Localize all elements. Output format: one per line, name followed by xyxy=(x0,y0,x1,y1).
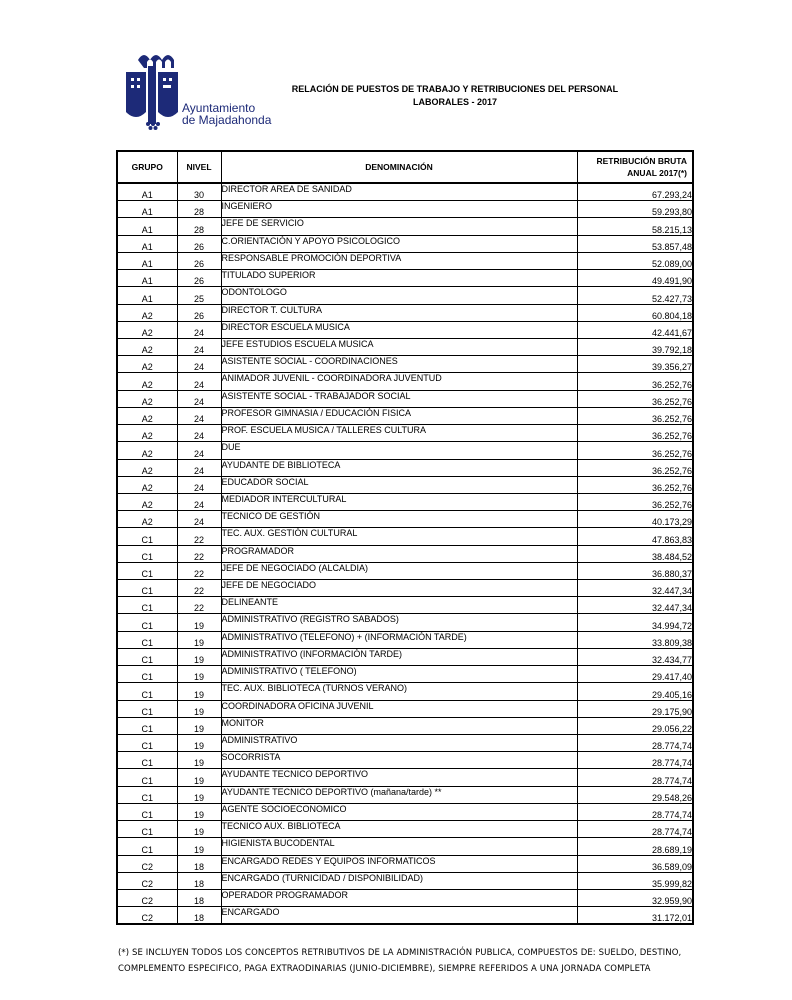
cell-nivel: 19 xyxy=(177,769,221,786)
cell-grupo: A2 xyxy=(117,425,177,442)
table-row xyxy=(117,356,693,373)
cell-denominacion: PROFESOR GIMNASIA / EDUCACIÓN FISICA xyxy=(221,407,577,424)
cell-nivel: 28 xyxy=(177,218,221,235)
cell-retribucion: 36.252,76 xyxy=(577,390,693,407)
document-title xyxy=(260,83,650,109)
cell-retribucion: 28.689,19 xyxy=(577,838,693,855)
cell-denominacion: INGENIERO xyxy=(221,201,577,218)
cell-nivel: 19 xyxy=(177,700,221,717)
table-row xyxy=(117,786,693,803)
cell-nivel: 18 xyxy=(177,889,221,906)
table-row xyxy=(117,597,693,614)
cell-nivel: 19 xyxy=(177,735,221,752)
cell-nivel: 22 xyxy=(177,562,221,579)
cell-grupo: C1 xyxy=(117,821,177,838)
cell-grupo: C1 xyxy=(117,683,177,700)
cell-grupo: C1 xyxy=(117,838,177,855)
cell-grupo: C1 xyxy=(117,614,177,631)
cell-denominacion: DUE xyxy=(221,442,577,459)
table-row xyxy=(117,872,693,889)
logo-line-1: Ayuntamiento xyxy=(182,101,256,115)
table-row xyxy=(117,838,693,855)
cell-denominacion: ASISTENTE SOCIAL - COORDINACIONES xyxy=(221,356,577,373)
cell-retribucion: 60.804,18 xyxy=(577,304,693,321)
cell-retribucion: 32.434,77 xyxy=(577,648,693,665)
cell-grupo: A2 xyxy=(117,459,177,476)
table-row xyxy=(117,752,693,769)
table-row xyxy=(117,459,693,476)
cell-retribucion: 40.173,29 xyxy=(577,511,693,528)
cell-grupo: A2 xyxy=(117,493,177,510)
cell-denominacion: ENCARGADO (TURNICIDAD / DISPONIBILIDAD) xyxy=(221,872,577,889)
cell-nivel: 22 xyxy=(177,528,221,545)
table-row xyxy=(117,218,693,235)
cell-denominacion: ADMINISTRATIVO ( TELEFONO) xyxy=(221,666,577,683)
table-row xyxy=(117,201,693,218)
cell-retribucion: 35.999,82 xyxy=(577,872,693,889)
cell-denominacion: AGENTE SOCIOECONOMICO xyxy=(221,803,577,820)
logo-wordmark xyxy=(182,102,271,126)
cell-denominacion: ADMINISTRATIVO xyxy=(221,735,577,752)
cell-retribucion: 58.215,13 xyxy=(577,218,693,235)
cell-nivel: 22 xyxy=(177,597,221,614)
cell-denominacion: ANIMADOR JUVENIL - COORDINADORA JUVENTUD xyxy=(221,373,577,390)
cell-grupo: C1 xyxy=(117,700,177,717)
cell-retribucion: 29.056,22 xyxy=(577,717,693,734)
cell-grupo: C1 xyxy=(117,528,177,545)
cell-retribucion: 33.809,38 xyxy=(577,631,693,648)
cell-grupo: A1 xyxy=(117,201,177,218)
cell-grupo: A1 xyxy=(117,252,177,269)
cell-retribucion: 29.417,40 xyxy=(577,666,693,683)
cell-denominacion: AYUDANTE TECNICO DEPORTIVO xyxy=(221,769,577,786)
cell-grupo: A2 xyxy=(117,304,177,321)
table-body xyxy=(117,183,693,924)
cell-denominacion: DIRECTOR ESCUELA MUSICA xyxy=(221,321,577,338)
footnote-line-1: (*) SE INCLUYEN TODOS LOS CONCEPTOS RETRIBUTIVOS DE LA ADMINISTRACIÓN PUBLICA, COMPUESTOS DE: SUELDO, DESTINO, xyxy=(118,948,682,958)
cell-retribucion: 29.175,90 xyxy=(577,700,693,717)
cell-nivel: 19 xyxy=(177,752,221,769)
cell-denominacion: ADMINISTRATIVO (TELEFONO) + (INFORMACIÓN TARDE) xyxy=(221,631,577,648)
cell-denominacion: TECNICO DE GESTIÓN xyxy=(221,511,577,528)
cell-retribucion: 39.356,27 xyxy=(577,356,693,373)
title-line-2: LABORALES - 2017 xyxy=(412,97,498,107)
cell-retribucion: 36.252,76 xyxy=(577,442,693,459)
cell-retribucion: 38.484,52 xyxy=(577,545,693,562)
cell-nivel: 24 xyxy=(177,356,221,373)
cell-retribucion: 39.792,18 xyxy=(577,338,693,355)
logo-line-2: de Majadahonda xyxy=(182,113,272,127)
cell-nivel: 30 xyxy=(177,183,221,201)
cell-retribucion: 32.959,90 xyxy=(577,889,693,906)
cell-retribucion: 29.548,26 xyxy=(577,786,693,803)
table-row xyxy=(117,338,693,355)
cell-retribucion: 36.252,76 xyxy=(577,476,693,493)
cell-grupo: A1 xyxy=(117,235,177,252)
cell-grupo: C1 xyxy=(117,769,177,786)
table-row xyxy=(117,390,693,407)
cell-nivel: 24 xyxy=(177,407,221,424)
table-row xyxy=(117,407,693,424)
cell-grupo: C1 xyxy=(117,735,177,752)
table-row xyxy=(117,889,693,906)
table-row xyxy=(117,614,693,631)
cell-denominacion: C.ORIENTACIÓN Y APOYO PSICOLOGICO xyxy=(221,235,577,252)
table-row xyxy=(117,545,693,562)
cell-grupo: A2 xyxy=(117,373,177,390)
cell-grupo: A2 xyxy=(117,356,177,373)
table-header-row xyxy=(117,151,693,183)
cell-denominacion: AYUDANTE DE BIBLIOTECA xyxy=(221,459,577,476)
table-row xyxy=(117,304,693,321)
title-line-1: RELACIÓN DE PUESTOS DE TRABAJO Y RETRIBUCIONES DEL PERSONAL xyxy=(291,84,619,94)
footnote-line-2: COMPLEMENTO ESPECIFICO, PAGA EXTRAODINARIAS (JUNIO-DICIEMBRE), SIEMPRE REFERIDOS A UNA JORNADA COMPLETA xyxy=(118,964,651,974)
cell-denominacion: TITULADO SUPERIOR xyxy=(221,270,577,287)
cell-retribucion: 28.774,74 xyxy=(577,821,693,838)
cell-grupo: C2 xyxy=(117,855,177,872)
cell-retribucion: 36.589,09 xyxy=(577,855,693,872)
cell-retribucion: 36.252,76 xyxy=(577,373,693,390)
cell-nivel: 24 xyxy=(177,338,221,355)
table-row xyxy=(117,270,693,287)
cell-denominacion: RESPONSABLE PROMOCIÓN DEPORTIVA xyxy=(221,252,577,269)
table-row xyxy=(117,528,693,545)
table-row xyxy=(117,700,693,717)
cell-retribucion: 28.774,74 xyxy=(577,769,693,786)
cell-nivel: 19 xyxy=(177,631,221,648)
cell-nivel: 24 xyxy=(177,476,221,493)
col-header-retribucion-line1: RETRIBUCIÓN BRUTA xyxy=(596,156,687,166)
cell-nivel: 25 xyxy=(177,287,221,304)
cell-grupo: C1 xyxy=(117,648,177,665)
cell-denominacion: MEDIADOR INTERCULTURAL xyxy=(221,493,577,510)
col-header-nivel: NIVEL xyxy=(177,151,221,183)
cell-retribucion: 28.774,74 xyxy=(577,735,693,752)
positions-table xyxy=(116,150,694,925)
cell-nivel: 18 xyxy=(177,855,221,872)
cell-denominacion: DIRECTOR AREA DE SANIDAD xyxy=(221,183,577,201)
cell-nivel: 24 xyxy=(177,425,221,442)
cell-retribucion: 28.774,74 xyxy=(577,803,693,820)
cell-denominacion: DELINEANTE xyxy=(221,597,577,614)
cell-denominacion: DIRECTOR T. CULTURA xyxy=(221,304,577,321)
cell-retribucion: 52.089,00 xyxy=(577,252,693,269)
table-row xyxy=(117,907,693,925)
cell-nivel: 28 xyxy=(177,201,221,218)
cell-denominacion: ADMINISTRATIVO (INFORMACIÓN TARDE) xyxy=(221,648,577,665)
table-row xyxy=(117,511,693,528)
cell-retribucion: 36.252,76 xyxy=(577,407,693,424)
cell-retribucion: 29.405,16 xyxy=(577,683,693,700)
cell-retribucion: 67.293,24 xyxy=(577,183,693,201)
cell-nivel: 24 xyxy=(177,493,221,510)
cell-denominacion: PROF. ESCUELA MUSICA / TALLERES CULTURA xyxy=(221,425,577,442)
cell-retribucion: 53.857,48 xyxy=(577,235,693,252)
cell-grupo: A1 xyxy=(117,270,177,287)
cell-denominacion: MONITOR xyxy=(221,717,577,734)
cell-retribucion: 49.491,90 xyxy=(577,270,693,287)
cell-nivel: 19 xyxy=(177,614,221,631)
cell-nivel: 24 xyxy=(177,442,221,459)
cell-denominacion: OPERADOR PROGRAMADOR xyxy=(221,889,577,906)
table-row xyxy=(117,493,693,510)
cell-nivel: 24 xyxy=(177,373,221,390)
cell-grupo: C1 xyxy=(117,545,177,562)
cell-denominacion: ENCARGADO REDES Y EQUIPOS INFORMATICOS xyxy=(221,855,577,872)
table-row xyxy=(117,183,693,201)
cell-grupo: A1 xyxy=(117,287,177,304)
table-row xyxy=(117,252,693,269)
cell-grupo: C1 xyxy=(117,597,177,614)
cell-denominacion: SOCORRISTA xyxy=(221,752,577,769)
cell-grupo: C1 xyxy=(117,717,177,734)
table-row xyxy=(117,769,693,786)
table-row xyxy=(117,683,693,700)
cell-retribucion: 36.252,76 xyxy=(577,459,693,476)
cell-retribucion: 59.293,80 xyxy=(577,201,693,218)
cell-retribucion: 52.427,73 xyxy=(577,287,693,304)
table-row xyxy=(117,373,693,390)
cell-grupo: C2 xyxy=(117,872,177,889)
cell-grupo: A1 xyxy=(117,183,177,201)
cell-grupo: A2 xyxy=(117,338,177,355)
cell-grupo: C1 xyxy=(117,752,177,769)
cell-nivel: 24 xyxy=(177,321,221,338)
table-row xyxy=(117,442,693,459)
cell-denominacion: TEC. AUX. BIBLIOTECA (TURNOS VERANO) xyxy=(221,683,577,700)
cell-denominacion: JEFE DE NEGOCIADO xyxy=(221,580,577,597)
cell-grupo: C1 xyxy=(117,666,177,683)
cell-denominacion: ODONTOLOGO xyxy=(221,287,577,304)
table-row xyxy=(117,580,693,597)
table-row xyxy=(117,562,693,579)
cell-nivel: 24 xyxy=(177,459,221,476)
cell-grupo: A1 xyxy=(117,218,177,235)
cell-grupo: C1 xyxy=(117,580,177,597)
cell-nivel: 19 xyxy=(177,803,221,820)
cell-grupo: C2 xyxy=(117,907,177,925)
cell-denominacion: PROGRAMADOR xyxy=(221,545,577,562)
cell-denominacion: JEFE ESTUDIOS ESCUELA MUSICA xyxy=(221,338,577,355)
cell-nivel: 18 xyxy=(177,907,221,925)
cell-grupo: A2 xyxy=(117,390,177,407)
cell-retribucion: 36.252,76 xyxy=(577,493,693,510)
cell-nivel: 19 xyxy=(177,821,221,838)
cell-nivel: 26 xyxy=(177,270,221,287)
col-header-retribucion-line2: ANUAL 2017(*) xyxy=(627,168,687,178)
table-row xyxy=(117,803,693,820)
cell-grupo: C1 xyxy=(117,803,177,820)
cell-denominacion: ASISTENTE SOCIAL - TRABAJADOR SOCIAL xyxy=(221,390,577,407)
table-row xyxy=(117,476,693,493)
table-row xyxy=(117,648,693,665)
cell-retribucion: 28.774,74 xyxy=(577,752,693,769)
cell-retribucion: 32.447,34 xyxy=(577,597,693,614)
cell-nivel: 26 xyxy=(177,304,221,321)
cell-denominacion: TECNICO AUX. BIBLIOTECA xyxy=(221,821,577,838)
cell-retribucion: 36.880,37 xyxy=(577,562,693,579)
cell-retribucion: 47.863,83 xyxy=(577,528,693,545)
cell-nivel: 19 xyxy=(177,666,221,683)
cell-denominacion: ADMINISTRATIVO (REGISTRO SABADOS) xyxy=(221,614,577,631)
cell-denominacion: ENCARGADO xyxy=(221,907,577,925)
table-row xyxy=(117,287,693,304)
cell-nivel: 19 xyxy=(177,648,221,665)
cell-denominacion: EDUCADOR SOCIAL xyxy=(221,476,577,493)
cell-nivel: 22 xyxy=(177,580,221,597)
table-row xyxy=(117,666,693,683)
cell-grupo: A2 xyxy=(117,476,177,493)
table-row xyxy=(117,821,693,838)
cell-grupo: C1 xyxy=(117,786,177,803)
table-row xyxy=(117,855,693,872)
cell-retribucion: 31.172,01 xyxy=(577,907,693,925)
cell-retribucion: 34.994,72 xyxy=(577,614,693,631)
cell-nivel: 19 xyxy=(177,717,221,734)
cell-nivel: 19 xyxy=(177,786,221,803)
cell-denominacion: JEFE DE SERVICIO xyxy=(221,218,577,235)
cell-nivel: 22 xyxy=(177,545,221,562)
cell-nivel: 26 xyxy=(177,235,221,252)
cell-grupo: A2 xyxy=(117,321,177,338)
cell-grupo: C1 xyxy=(117,631,177,648)
cell-grupo: A2 xyxy=(117,407,177,424)
cell-retribucion: 32.447,34 xyxy=(577,580,693,597)
table-row xyxy=(117,425,693,442)
cell-nivel: 19 xyxy=(177,683,221,700)
cell-nivel: 18 xyxy=(177,872,221,889)
cell-retribucion: 36.252,76 xyxy=(577,425,693,442)
cell-nivel: 24 xyxy=(177,390,221,407)
cell-denominacion: COORDINADORA OFICINA JUVENIL xyxy=(221,700,577,717)
col-header-grupo: GRUPO xyxy=(117,151,177,183)
table-row xyxy=(117,321,693,338)
cell-nivel: 19 xyxy=(177,838,221,855)
table-row xyxy=(117,735,693,752)
col-header-retribucion xyxy=(577,151,693,183)
cell-denominacion: AYUDANTE TECNICO DEPORTIVO (mañana/tarde) ** xyxy=(221,786,577,803)
table-row xyxy=(117,717,693,734)
table-row xyxy=(117,235,693,252)
cell-grupo: C1 xyxy=(117,562,177,579)
cell-denominacion: JEFE DE NEGOCIADO (ALCALDIA) xyxy=(221,562,577,579)
cell-denominacion: HIGIENISTA BUCODENTAL xyxy=(221,838,577,855)
footnote xyxy=(118,945,718,977)
cell-denominacion: TEC. AUX. GESTIÓN CULTURAL xyxy=(221,528,577,545)
cell-retribucion: 42.441,67 xyxy=(577,321,693,338)
cell-nivel: 26 xyxy=(177,252,221,269)
cell-grupo: C2 xyxy=(117,889,177,906)
cell-grupo: A2 xyxy=(117,511,177,528)
cell-nivel: 24 xyxy=(177,511,221,528)
col-header-denominacion: DENOMINACIÓN xyxy=(221,151,577,183)
table-row xyxy=(117,631,693,648)
cell-grupo: A2 xyxy=(117,442,177,459)
